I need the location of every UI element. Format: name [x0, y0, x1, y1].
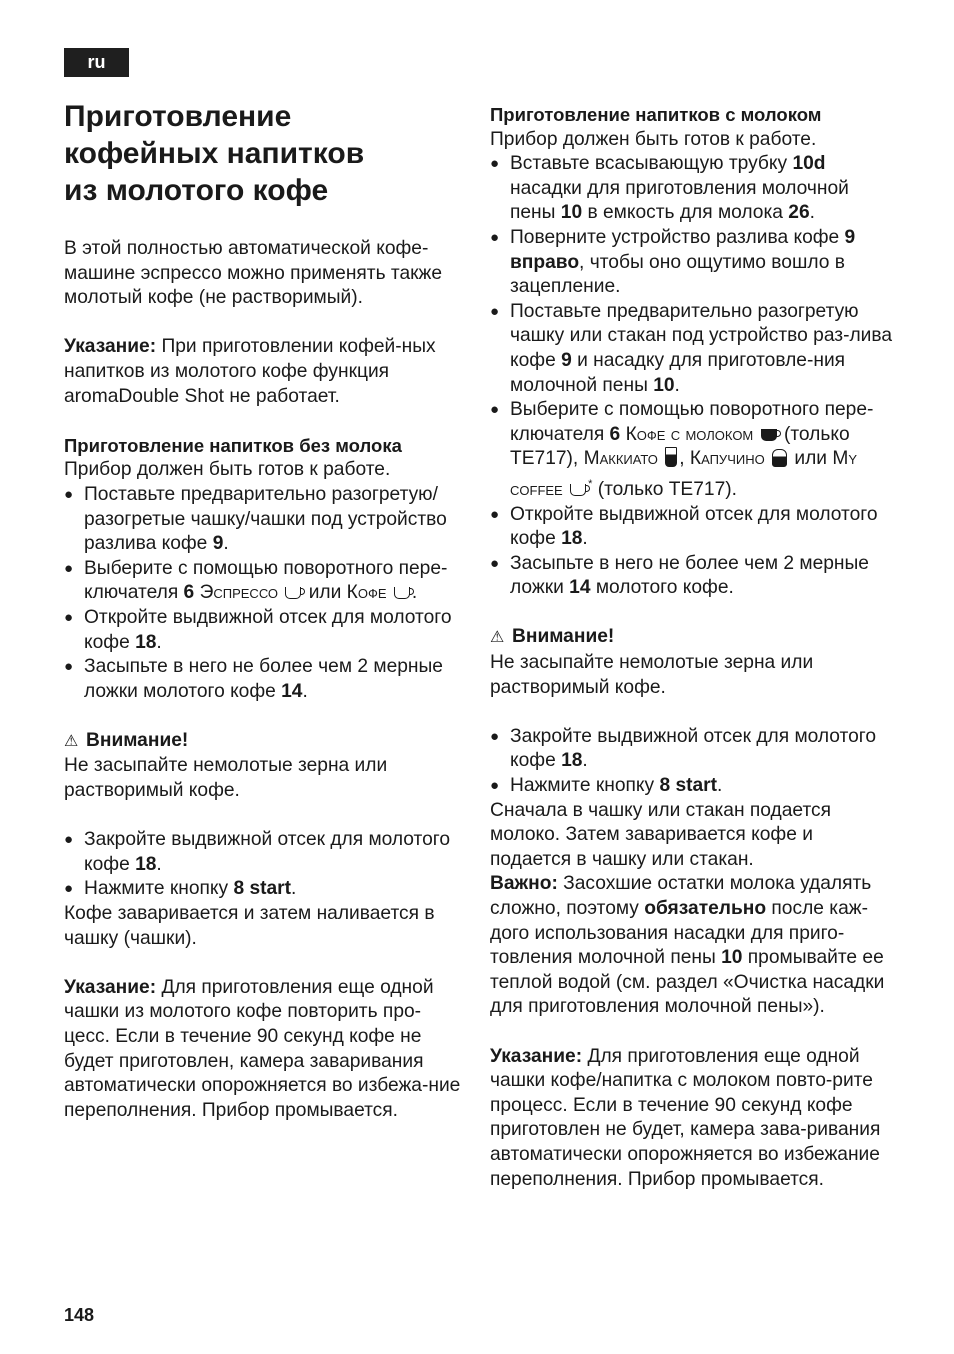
result-text: Кофе заваривается и затем наливается в чашку (чашки). — [64, 903, 435, 949]
list-item: ● Нажмите кнопку 8 start. — [490, 774, 894, 799]
warning-icon: ⚠ — [490, 629, 505, 647]
intro-paragraph: В этой полностью автоматической кофе-машине эспрессо можно применять также молотый кофе (не растворимый). — [64, 238, 443, 309]
language-badge: ru — [64, 48, 129, 77]
steps-list — [490, 152, 894, 601]
left-column — [64, 98, 466, 1123]
section-heading-no-milk: Приготовление напитков без молока — [64, 434, 402, 456]
warning-heading: ⚠ Внимание! — [64, 729, 466, 755]
note-paragraph: Указание: При приготовлении кофей-ных напитков из молотого кофе функция aromaDouble Shot не работает. — [64, 336, 436, 407]
right-column — [490, 103, 894, 1192]
steps-list — [490, 725, 894, 799]
my-coffee-cup-icon — [570, 484, 586, 496]
important-label: Важно: — [490, 873, 558, 895]
note-label: Указание: — [490, 1045, 583, 1067]
list-item: ● Поставьте предварительно разогретую/ разогретые чашку/чашки под устройство разлива кофе 9. — [64, 483, 466, 557]
warning-icon: ⚠ — [64, 732, 79, 750]
page-number: 148 — [64, 1305, 95, 1325]
title-line: из молотого кофе — [64, 174, 329, 207]
important-paragraph: Важно: Засохшие остатки молока удалять сложно, поэтому обязательно после каж-дого использования насадки для приго-товления молочной пены 10 промывайте ее теплой водой (см. раздел «Очистка насадки для приготовления молочной пены»). — [490, 873, 885, 1018]
cappuccino-cup-icon — [772, 449, 787, 467]
list-item: ● Вставьте всасывающую трубку 10d насадки для приготовления молочной пены 10 в емкость для молока 26. — [490, 152, 894, 226]
coffee-with-milk-icon — [761, 429, 777, 441]
macchiato-glass-icon — [665, 447, 677, 467]
list-item: ● Выберите с помощью поворотного пере-ключателя 6 Кофе с молоком (только TE717), Маккиато , Капучино или My coffee * (только TE717). — [490, 398, 894, 502]
ready-text: Прибор должен быть готов к работе. — [64, 459, 391, 481]
note-label: Указание: — [64, 336, 157, 358]
warning-text: Не засыпайте немолотые зерна или растворимый кофе. — [64, 755, 388, 802]
list-item: ● Откройте выдвижной отсек для молотого кофе 18. — [490, 503, 894, 552]
espresso-cup-icon — [285, 587, 301, 599]
note-paragraph: Указание: Для приготовления еще одной чашки из молотого кофе повторить про-цесс. Если в течение 90 секунд кофе не будет приготовлен, камера заваривания автоматически опорожняется во избежа-ние переполнения. Прибор промывается. — [64, 976, 461, 1121]
section-heading-with-milk: Приготовление напитков с молоком — [490, 104, 822, 125]
steps-list — [64, 483, 466, 704]
note-label: Указание: — [64, 976, 157, 998]
note-paragraph: Указание: Для приготовления еще одной чашки кофе/напитка с молоком повто-рите процесс. Если в течение 90 секунд кофе приготовлен не будет, камера зава-ривания автоматически опорожняется во избежание переполнения. Прибор промывается. — [490, 1045, 881, 1190]
ready-text: Прибор должен быть готов к работе. — [490, 128, 817, 150]
warning-heading: ⚠ Внимание! — [490, 625, 894, 651]
list-item: ● Засыпьте в него не более чем 2 мерные ложки молотого кофе 14. — [64, 655, 466, 704]
list-item: ● Закройте выдвижной отсек для молотого кофе 18. — [64, 828, 466, 877]
list-item: ● Засыпьте в него не более чем 2 мерные ложки 14 молотого кофе. — [490, 552, 894, 601]
list-item: ● Поставьте предварительно разогретую чашку или стакан под устройство раз-лива кофе 9 и насадку для приготовле-ния молочной пены 10. — [490, 300, 894, 398]
list-item: ● Закройте выдвижной отсек для молотого кофе 18. — [490, 725, 894, 774]
title-line: кофейных напитков — [64, 137, 365, 170]
list-item: ● Выберите с помощью поворотного пере-ключателя 6 Эспрессо или Кофе . — [64, 557, 466, 606]
page-title — [64, 98, 466, 209]
list-item: ● Откройте выдвижной отсек для молотого кофе 18. — [64, 606, 466, 655]
warning-text: Не засыпайте немолотые зерна или растворимый кофе. — [490, 652, 814, 698]
list-item: ● Нажмите кнопку 8 start. — [64, 877, 466, 902]
steps-list — [64, 828, 466, 902]
result-text: Сначала в чашку или стакан подается молоко. Затем заваривается кофе и подается в чашку или стакан. — [490, 799, 831, 870]
coffee-cup-icon — [394, 587, 410, 599]
title-line: Приготовление — [64, 100, 292, 133]
list-item: ● Поверните устройство разлива кофе 9 вправо, чтобы оно ощутимо вошло в зацепление. — [490, 226, 894, 300]
